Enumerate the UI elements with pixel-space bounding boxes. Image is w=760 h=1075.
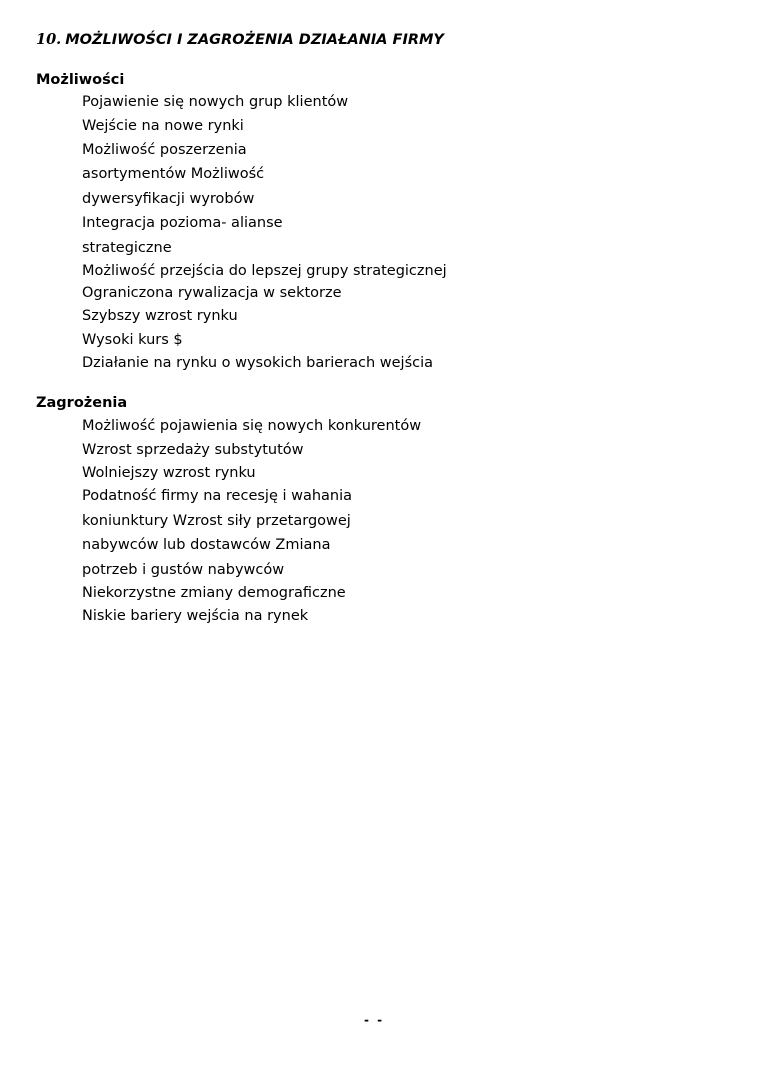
list-item: Wzrost sprzedaży substytutów: [82, 442, 304, 458]
list-item: Podatność firmy na recesję i wahania: [82, 488, 353, 504]
list-item: dywersyfikacji wyrobów: [82, 191, 255, 207]
list-item: Integracja pozioma- alianse: [82, 215, 283, 231]
list-item: nabywców lub dostawców Zmiana: [82, 537, 331, 553]
list-item: Ograniczona rywalizacja w sektorze: [82, 285, 342, 301]
list-item: Wejście na nowe rynki: [82, 118, 244, 134]
list-item: Niekorzystne zmiany demograficzne: [82, 585, 346, 601]
list-item: Możliwość przejścia do lepszej grupy strategicznej: [82, 263, 447, 279]
page-number: - -: [364, 1013, 385, 1027]
opportunities-title: Możliwości: [36, 72, 125, 88]
list-item: Działanie na rynku o wysokich barierach wejścia: [82, 355, 434, 371]
list-item: potrzeb i gustów nabywców: [82, 562, 285, 578]
list-item: Możliwość poszerzenia: [82, 142, 247, 158]
page-heading: [36, 31, 444, 49]
list-item: Niskie bariery wejścia na rynek: [82, 608, 309, 624]
threats-title: Zagrożenia: [36, 395, 128, 411]
list-item: Wolniejszy wzrost rynku: [82, 465, 256, 481]
list-item: Możliwość pojawienia się nowych konkurentów: [82, 418, 422, 434]
list-item: strategiczne: [82, 240, 172, 256]
list-item: koniunktury Wzrost siły przetargowej: [82, 513, 351, 529]
list-item: Pojawienie się nowych grup klientów: [82, 94, 349, 110]
list-item: Szybszy wzrost rynku: [82, 308, 238, 324]
heading-title: MOŻLIWOŚCI I ZAGROŻENIA DZIAŁANIA FIRMY: [65, 32, 444, 48]
list-item: asortymentów Możliwość: [82, 166, 265, 182]
list-item: Wysoki kurs $: [82, 332, 183, 348]
heading-number: 10.: [36, 31, 62, 48]
